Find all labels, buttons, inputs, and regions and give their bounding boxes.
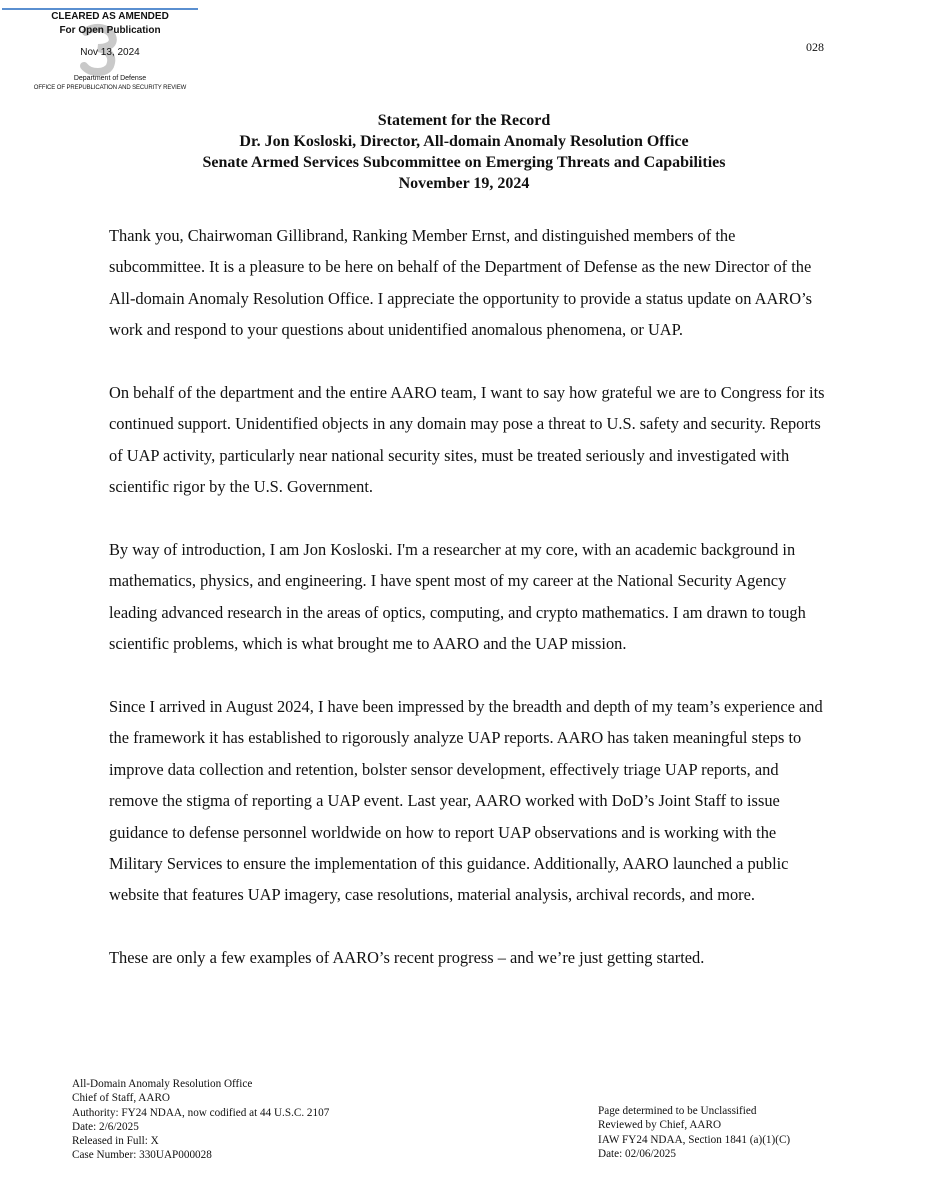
body-paragraph: On behalf of the department and the entire AARO team, I want to say how grateful we are to Congress for its continued support. Unidentified objects in any domain may pose a threat to U.S. safety and security. Reports of UAP activity, particularly near national security sites, must be treated seriously and investigated with scientific rigor by the U.S. Government.	[109, 383, 825, 497]
footer-release-status: Released in Full: X	[72, 1135, 159, 1148]
stamp-publication-text: For Open Publication	[59, 25, 161, 36]
clearance-stamp	[0, 8, 226, 96]
release-footer	[72, 1077, 329, 1163]
classification-footer	[598, 1104, 790, 1161]
statement-speaker: Dr. Jon Kosloski, Director, All-domain Anomaly Resolution Office	[239, 133, 689, 150]
footer-reviewer: Chief of Staff, AARO	[72, 1092, 170, 1105]
stamp-date: Nov 13, 2024	[80, 47, 140, 58]
body-paragraph: By way of introduction, I am Jon Kosloski. I'm a researcher at my core, with an academic background in mathematics, physics, and engineering. I have spent most of my career at the National Security Agency leading advanced research in the areas of optics, computing, and crypto mathematics. I am drawn to tough scientific problems, which is what brought me to AARO and the UAP mission.	[109, 540, 806, 654]
classification-date: Date: 02/06/2025	[598, 1147, 676, 1160]
footer-authority: Authority: FY24 NDAA, now codified at 44 U.S.C. 2107	[72, 1106, 330, 1119]
classification-status: Page determined to be Unclassified	[598, 1105, 757, 1117]
classification-reviewer: Reviewed by Chief, AARO	[598, 1119, 722, 1132]
stamp-accent-line	[2, 8, 198, 10]
footer-case-number: Case Number: 330UAP000028	[72, 1149, 212, 1162]
stamp-department: Department of Defense	[73, 75, 147, 82]
footer-office: All-Domain Anomaly Resolution Office	[72, 1078, 253, 1090]
body-paragraph: Thank you, Chairwoman Gillibrand, Ranking Member Ernst, and distinguished members of the subcommittee. It is a pleasure to be here on behalf of the Department of Defense as the new Director of the All-domain Anomaly Resolution Office. I appreciate the opportunity to provide a status update on AARO’s work and respond to your questions about unidentified anomalous phenomena, or UAP.	[109, 226, 812, 340]
stamp-office: OFFICE OF PREPUBLICATION AND SECURITY REVIEW	[33, 85, 187, 91]
statement-committee: Senate Armed Services Subcommittee on Emerging Threats and Capabilities	[202, 154, 726, 171]
classification-authority: IAW FY24 NDAA, Section 1841 (a)(1)(C)	[598, 1133, 791, 1146]
statement-title-block	[0, 110, 928, 194]
body-paragraph: Since I arrived in August 2024, I have been impressed by the breadth and depth of my team’s experience and the framework it has established to rigorously analyze UAP reports. AARO has taken meaningful steps to improve data collection and retention, bolster sensor development, effectively triage UAP reports, and remove the stigma of reporting a UAP event. Last year, AARO worked with DoD’s Joint Staff to issue guidance to defense personnel worldwide on how to report UAP observations and is working with the Military Services to ensure the implementation of this guidance. Additionally, AARO launched a public website that features UAP imagery, case resolutions, material analysis, archival records, and more.	[109, 697, 823, 905]
body-paragraph: These are only a few examples of AARO’s recent progress – and we’re just getting started.	[109, 948, 705, 968]
statement-date: November 19, 2024	[398, 175, 530, 192]
stamp-cleared-text: CLEARED AS AMENDED	[51, 11, 169, 22]
statement-body	[109, 220, 829, 1005]
footer-date: Date: 2/6/2025	[72, 1120, 139, 1133]
page-number: 028	[806, 40, 824, 54]
statement-title: Statement for the Record	[377, 112, 551, 129]
